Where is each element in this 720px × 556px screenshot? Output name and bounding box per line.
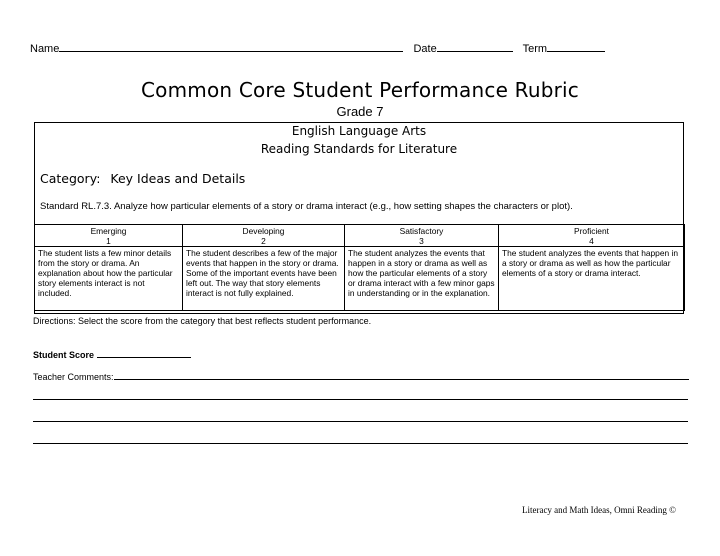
- level-header-emerging: [35, 225, 183, 247]
- student-score-label: Student Score: [33, 350, 95, 360]
- rubric-table: [34, 224, 685, 311]
- term-label: Term: [522, 43, 548, 55]
- teacher-comments-field[interactable]: [114, 370, 689, 380]
- student-score-field[interactable]: [97, 348, 191, 358]
- level-name: Developing: [242, 226, 285, 236]
- comment-line[interactable]: [33, 399, 688, 400]
- level-name: Emerging: [90, 226, 127, 236]
- level-header-satisfactory: [345, 225, 499, 247]
- comment-line[interactable]: [33, 421, 688, 422]
- grade-label: Grade 7: [336, 104, 384, 119]
- rubric-description-row: [35, 247, 685, 311]
- level-name: Satisfactory: [399, 226, 444, 236]
- student-score-line: [33, 348, 191, 360]
- level-score: 2: [261, 236, 266, 246]
- level-score: 1: [106, 236, 111, 246]
- date-label: Date: [413, 43, 437, 55]
- footer-credit: Literacy and Math Ideas, Omni Reading ©: [521, 505, 676, 515]
- level-score: 3: [419, 236, 424, 246]
- level-score: 4: [589, 236, 594, 246]
- level-description-developing: The student describes a few of the major events that happen in the story or drama. Some of the important events have been left out. The way that story elements interact is not fully explained.: [183, 247, 345, 311]
- level-description-satisfactory: The student analyzes the events that happen in a story or drama as well as how the particular elements of a story or drama interact with a few minor gaps in understanding or in the explanation.: [345, 247, 499, 311]
- standards-heading: Reading Standards for Literature: [260, 142, 458, 156]
- category-line: [40, 171, 245, 186]
- category-label: Category:: [40, 171, 101, 186]
- term-field[interactable]: [547, 40, 605, 52]
- level-name: Proficient: [574, 226, 609, 236]
- directions-text: Directions: Select the score from the category that best reflects student performance.: [33, 316, 372, 326]
- category-value: Key Ideas and Details: [110, 171, 246, 186]
- level-description-proficient: The student analyzes the events that happen in a story or drama as well as how the particular elements of a story or drama interact.: [499, 247, 685, 311]
- comment-line[interactable]: [33, 443, 688, 444]
- name-field[interactable]: [59, 40, 403, 52]
- teacher-comments-line: [33, 370, 689, 382]
- subject-heading: English Language Arts: [291, 124, 427, 138]
- page-title: Common Core Student Performance Rubric: [140, 78, 579, 102]
- level-header-developing: [183, 225, 345, 247]
- name-label: Name: [30, 43, 60, 55]
- date-field[interactable]: [437, 40, 513, 52]
- teacher-comments-label: Teacher Comments:: [33, 372, 114, 382]
- level-header-proficient: [499, 225, 685, 247]
- rubric-header-row: [35, 225, 685, 247]
- header-fields: [30, 40, 605, 55]
- level-description-emerging: The student lists a few minor details from the story or drama. An explanation about how the particular story elements interact is not included.: [35, 247, 183, 311]
- standard-text: Standard RL.7.3. Analyze how particular elements of a story or drama interact (e.g., how setting shapes the characters or plot).: [40, 201, 573, 212]
